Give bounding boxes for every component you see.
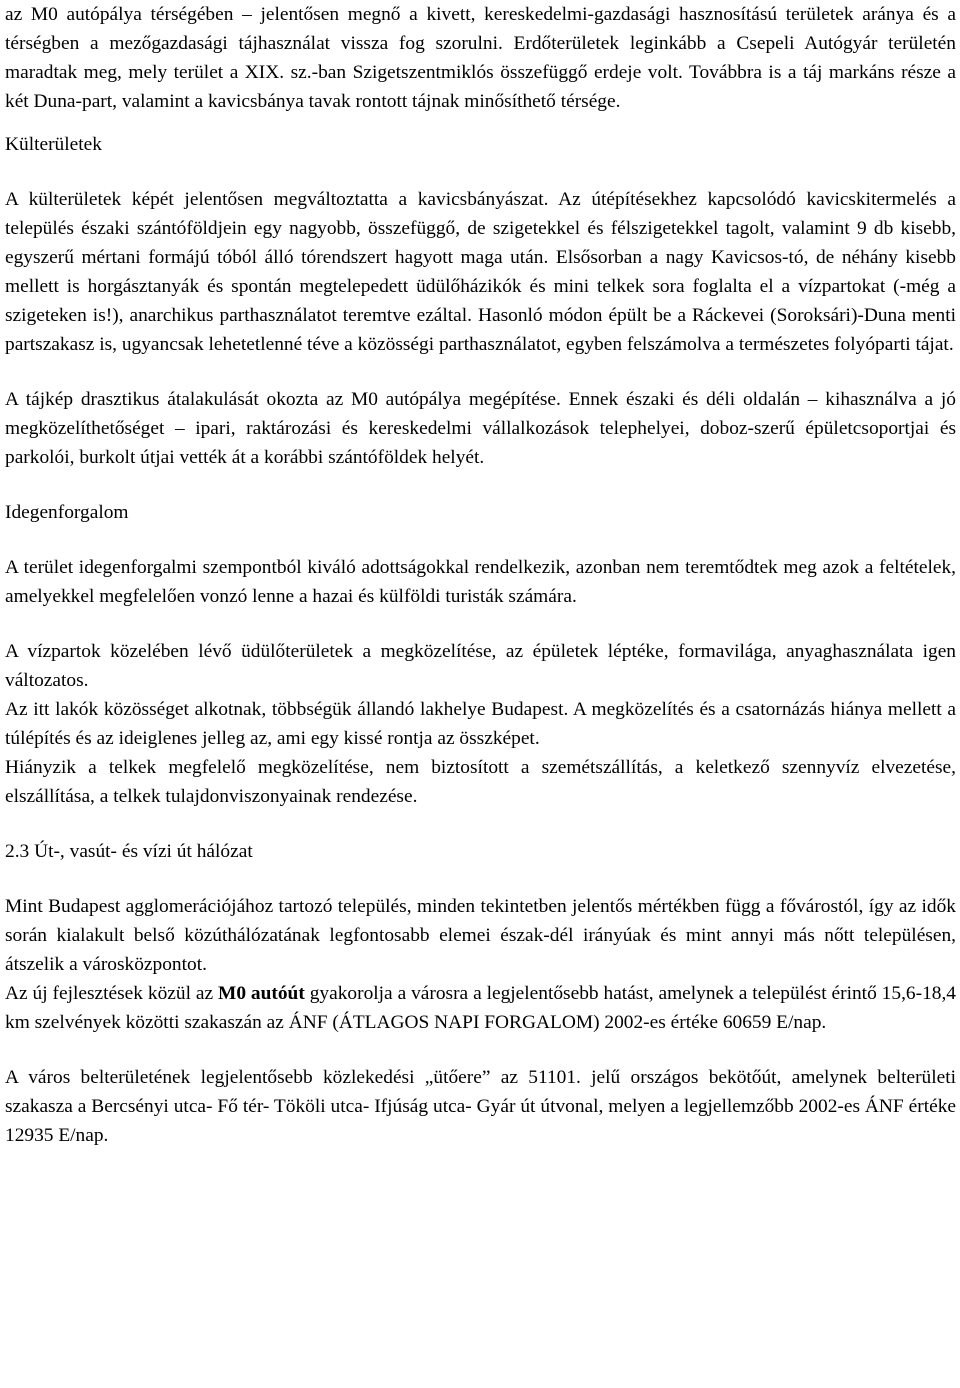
paragraph-idegenforgalom: A terület idegenforgalmi szempontból kiváló adottságokkal rendelkezik, azonban nem teremtődtek meg azok a feltételek, amelyekkel megfelelően vonzó lenne a hazai és külföldi turisták számára. [5, 557, 956, 607]
heading-kulteruletek: Külterületek [5, 134, 102, 155]
paragraph-m0-text-a: Az új fejlesztések közül az [5, 983, 219, 1004]
paragraph-utoer: A város belterületének legjelentősebb közlekedési „ütőere” az 51101. jelű országos bekötőút, amelynek belterületi szakasza a Bercsényi utca- Fő tér- Tököli utca- Ifjúság utca- Gyár út útvonal, melyen a legjellemzőbb 2002-es ÁNF értéke 12935 E/nap. [5, 1067, 956, 1146]
paragraph-vizpartok: A vízpartok közelében lévő üdülőterületek a megközelítése, az épületek léptéke, formavilága, anyaghasználata igen változatos. [5, 641, 956, 691]
heading-halozat: 2.3 Út-, vasút- és vízi út hálózat [5, 841, 253, 862]
paragraph-kavicsbanyaszat: A külterületek képét jelentősen megváltoztatta a kavicsbányászat. Az útépítésekhez kapcsolódó kavicskitermelés a település északi szántóföldjein egy nagyobb, összefüggő, de szigetekkel és félszigetekkel tagolt, valamint 9 db kisebb, egyszerű mértani formájú tóból álló tórendszert hagyott maga után. Elsősorban a nagy Kavicsos-tó, de néhány kisebb mellett is horgásztanyák és spontán megtelepedett üdülőházikók és mini telkek sora foglalta el a vízpartokat (-még a szigeteken is!), anarchikus parthasználatot teremtve ezáltal. Hasonló módon épült be a Ráckevei (Soroksári)-Duna menti partszakasz is, ugyancsak lehetetlenné téve a közösségi parthasználatot, egyben felszámolva a természetes folyóparti tájat. [5, 189, 956, 355]
paragraph-agglomeracio: Mint Budapest agglomerációjához tartozó település, minden tekintetben jelentős mértékben függ a fővárostól, így az idők során kialakult belső közúthálózatának legfontosabb elemei észak-dél irányúak és mint annyi más nőtt településen, átszelik a városközpontot. [5, 896, 956, 975]
m0-autout-bold: M0 autóút [218, 983, 305, 1004]
paragraph-hianyzik: Hiányzik a telkek megfelelő megközelítése, nem biztosított a szemétszállítás, a keletkező szennyvíz elvezetése, elszállítása, a telkek tulajdonviszonyainak rendezése. [5, 757, 956, 807]
paragraph-m0-tajkep: A tájkép drasztikus átalakulását okozta az M0 autópálya megépítése. Ennek északi és déli oldalán – kihasználva a jó megközelíthetőséget – ipari, raktározási és kereskedelmi vállalkozások telephelyei, doboz-szerű épületcsoportjai és parkolói, burkolt útjai vették át a korábbi szántóföldek helyét. [5, 389, 956, 468]
paragraph-landscape-intro: az M0 autópálya térségében – jelentősen megnő a kivett, kereskedelmi-gazdasági hasznosítású területek aránya és a térségben a mezőgazdasági tájhasználat vissza fog szorulni. Erdőterületek leginkább a Csepeli Autógyár területén maradtak meg, mely terület a XIX. sz.-ban Szigetszentmiklós összefüggő erdeje volt. Továbbra is a táj markáns része a két Duna-part, valamint a kavicsbánya tavak rontott tájnak minősíthető térsége. [5, 4, 956, 112]
paragraph-m0-text-b: gyakorolja a városra a legjelentősebb hatást, amelynek a települést érintő 15,6-18,4 km szelvények közötti szakaszán az ÁNF (ÁTLAGOS NAPI FORGALOM) 2002-es értéke 60659 E/nap. [5, 983, 956, 1033]
heading-idegenforgalom: Idegenforgalom [5, 502, 129, 523]
paragraph-m0-autout [5, 979, 956, 1037]
paragraph-lakok: Az itt lakók közösséget alkotnak, többségük állandó lakhelye Budapest. A megközelítés és a csatornázás hiánya mellett a túlépítés és az ideiglenes jelleg az, ami egy kissé rontja az összképet. [5, 699, 956, 749]
